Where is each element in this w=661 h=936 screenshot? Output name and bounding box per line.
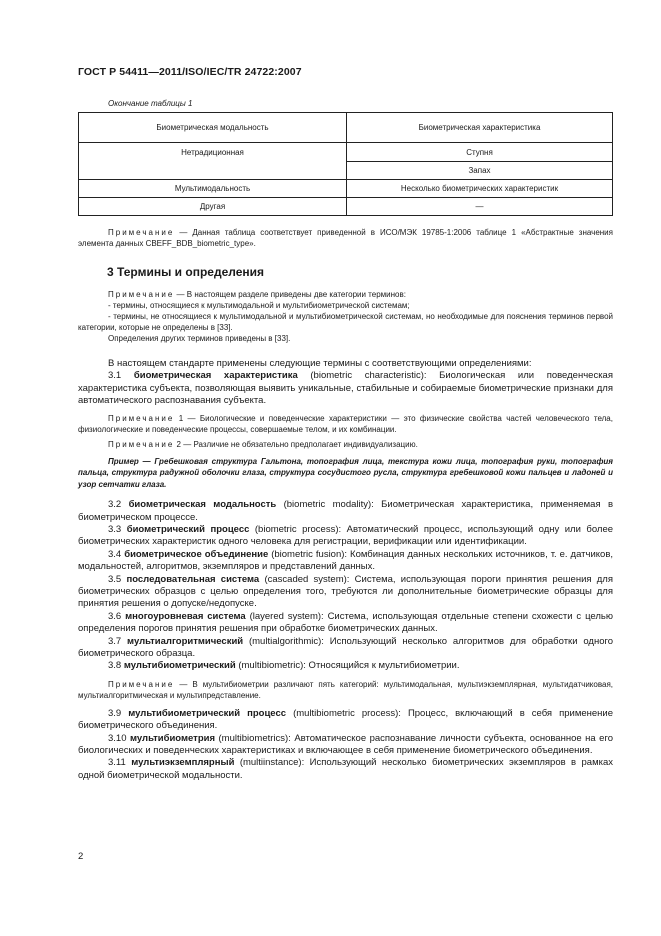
term-title: мультибиометрический <box>123 660 236 672</box>
term-3-9 <box>78 708 613 733</box>
main-body <box>78 358 613 782</box>
term-definition: (multiinstance): Использующий несколько биометрических экземпляров в рамках одной биометрической модальности. <box>78 757 614 781</box>
note-text: — В настоящем разделе приведены две категории терминов: <box>176 290 406 299</box>
term-definition: (biometric modality): Биометрическая характеристика, применяемая в биометрическом процессе. <box>78 499 613 523</box>
table-cell-modality: Нетрадиционная <box>79 143 347 180</box>
table-row <box>79 198 613 216</box>
term-definition: (biometric characteristic): Биологическая или поведенческая характеристика субъекта, позволяющая выявить уникальные, стабильные и собираемые биометрические признаки для автоматического распознавания субъекта. <box>78 370 613 407</box>
term-3-10 <box>78 733 613 758</box>
term-title: мультиэкземплярный <box>131 757 235 769</box>
term-3-7 <box>78 636 613 661</box>
term-3-8 <box>78 660 613 672</box>
table-cell-modality: Мультимодальность <box>79 180 347 198</box>
document-header: ГОСТ Р 54411—2011/ISO/IEC/TR 24722:2007 <box>78 66 302 78</box>
term-number: 3.11 <box>108 757 126 769</box>
term-3-3 <box>78 524 613 549</box>
term-definition: (biometric fusion): Комбинация данных нескольких источников, т. е. датчиков, модальностей, алгоритмов, экземпляров и представлений данных. <box>78 548 613 573</box>
section-note <box>78 289 613 344</box>
term-number: 3.3 <box>108 523 122 535</box>
note-label: Примечание <box>108 439 175 449</box>
term-definition: (multibiometric): Относящийся к мультибиометрии. <box>235 660 460 672</box>
term-definition: (biometric process): Автоматический процесс, использующий одну или более биометрических характеристик одного человека для регистрации, верификации или идентификации. <box>78 523 614 548</box>
term-title: биометрический процесс <box>126 523 250 535</box>
section-title: 3 Термины и определения <box>107 265 265 279</box>
table-cell-modality: Другая <box>79 198 347 216</box>
term-number: 3.4 <box>108 548 122 560</box>
term-3-1 <box>78 370 613 407</box>
term-definition: (multibiometric process): Процесс, включающий в себя применение биометрического объединения. <box>78 707 614 732</box>
table-cell-characteristic: Ступня <box>347 143 613 162</box>
biometric-table <box>78 112 613 216</box>
page-number: 2 <box>78 851 84 862</box>
table-row <box>79 180 613 198</box>
term-number: 3.10 <box>108 732 127 744</box>
table-caption: Окончание таблицы 1 <box>108 99 193 108</box>
table-cell-characteristic: — <box>347 198 613 216</box>
term-note <box>78 439 613 450</box>
note-label: Примечание <box>108 228 175 237</box>
term-3-6 <box>78 611 613 636</box>
term-note <box>78 679 613 701</box>
intro-paragraph: В настоящем стандарте применены следующие термины с соответствующими определениями: <box>108 358 532 369</box>
term-3-5 <box>78 574 613 611</box>
term-title: последовательная система <box>126 573 260 585</box>
table-header-row <box>79 113 613 143</box>
term-number: 3.8 <box>108 660 122 672</box>
note-text: 1 — Биологические и поведенческие характеристики — это физические свойства частей человеческого тела, физиологические и поведенческие процессы, совершаемые телом, и их комбинации. <box>78 413 613 434</box>
note-label: Примечание <box>108 290 175 299</box>
section-note-line <box>78 289 613 300</box>
term-example: Пример — Гребешковая структура Гальтона, топография лица, текстура кожи лица, топография руки, топография пальца, структура радужной оболочки глаза, структура сосудистого русла, структура гребешковой кожи пальцев и ладоней и узор сетчатки глаза. <box>78 456 613 489</box>
term-number: 3.7 <box>108 635 122 647</box>
note-text: — Данная таблица соответствует приведенной в ИСО/МЭК 19785-1:2006 таблице 1 «Абстрактные значения элемента данных CBEFF_BDB_biometric_type». <box>78 228 613 248</box>
term-title: мультиалгоритмический <box>127 635 244 647</box>
section-note-item: - термины, относящиеся к мультимодальной и мультибиометрической системам; <box>108 301 410 310</box>
term-number: 3.2 <box>108 499 122 511</box>
term-number: 3.9 <box>108 707 122 719</box>
table-header-characteristic: Биометрическая характеристика <box>347 113 613 143</box>
term-number: 3.1 <box>108 370 122 382</box>
section-note-item: - термины, не относящиеся к мультимодальной и мультибиометрической системам, но необходимые для пояснения терминов первой категории, которые не определены в [33]. <box>78 312 613 332</box>
term-definition: (layered system): Система, использующая отдельные степени схожести с целью определения порогов принятия решения при обработке биометрических данных. <box>78 610 613 635</box>
table-header-modality: Биометрическая модальность <box>79 113 347 143</box>
term-note <box>78 413 613 435</box>
term-3-2 <box>78 499 613 524</box>
term-definition: (cascaded system): Система, использующая пороги принятия решения для биометрических образцов с целью определения того, требуются ли дополнительные биометрические образцы для принятия решения о допуске/недопуске. <box>78 573 613 610</box>
table-note <box>78 227 613 249</box>
note-label: Примечание <box>108 679 175 689</box>
table-row <box>79 143 613 162</box>
term-definition: (multialgorithmic): Использующий несколько алгоритмов для обработки одного биометрического образца. <box>78 635 614 659</box>
note-text: 2 — Различие не обязательно предполагает индивидуализацию. <box>176 439 418 449</box>
term-title: биометрическое объединение <box>124 548 269 560</box>
term-definition: (multibiometrics): Автоматическое распознавание личности субъекта, основанное на его биологических и поведенческих характеристиках и включающее в себя применение биометрического объединения. <box>78 732 613 757</box>
term-number: 3.5 <box>108 573 122 585</box>
term-title: биометрическая характеристика <box>133 370 298 382</box>
term-title: биометрическая модальность <box>128 499 277 511</box>
term-3-11 <box>78 757 613 782</box>
term-3-4 <box>78 549 613 574</box>
note-text: — В мультибиометрии различают пять категорий: мультимодальная, мультиэкземплярная, мультидатчиковая, мультиалгоритмическая и мультипредставление. <box>78 679 613 700</box>
note-label: Примечание <box>108 413 175 423</box>
term-number: 3.6 <box>108 610 122 622</box>
term-title: мультибиометрический процесс <box>128 707 287 719</box>
table-cell-characteristic: Несколько биометрических характеристик <box>347 180 613 198</box>
term-title: многоуровневая система <box>125 610 246 622</box>
section-note-tail: Определения других терминов приведены в [33]. <box>108 334 291 343</box>
table-cell-characteristic: Запах <box>347 162 613 180</box>
term-title: мультибиометрия <box>130 732 216 744</box>
